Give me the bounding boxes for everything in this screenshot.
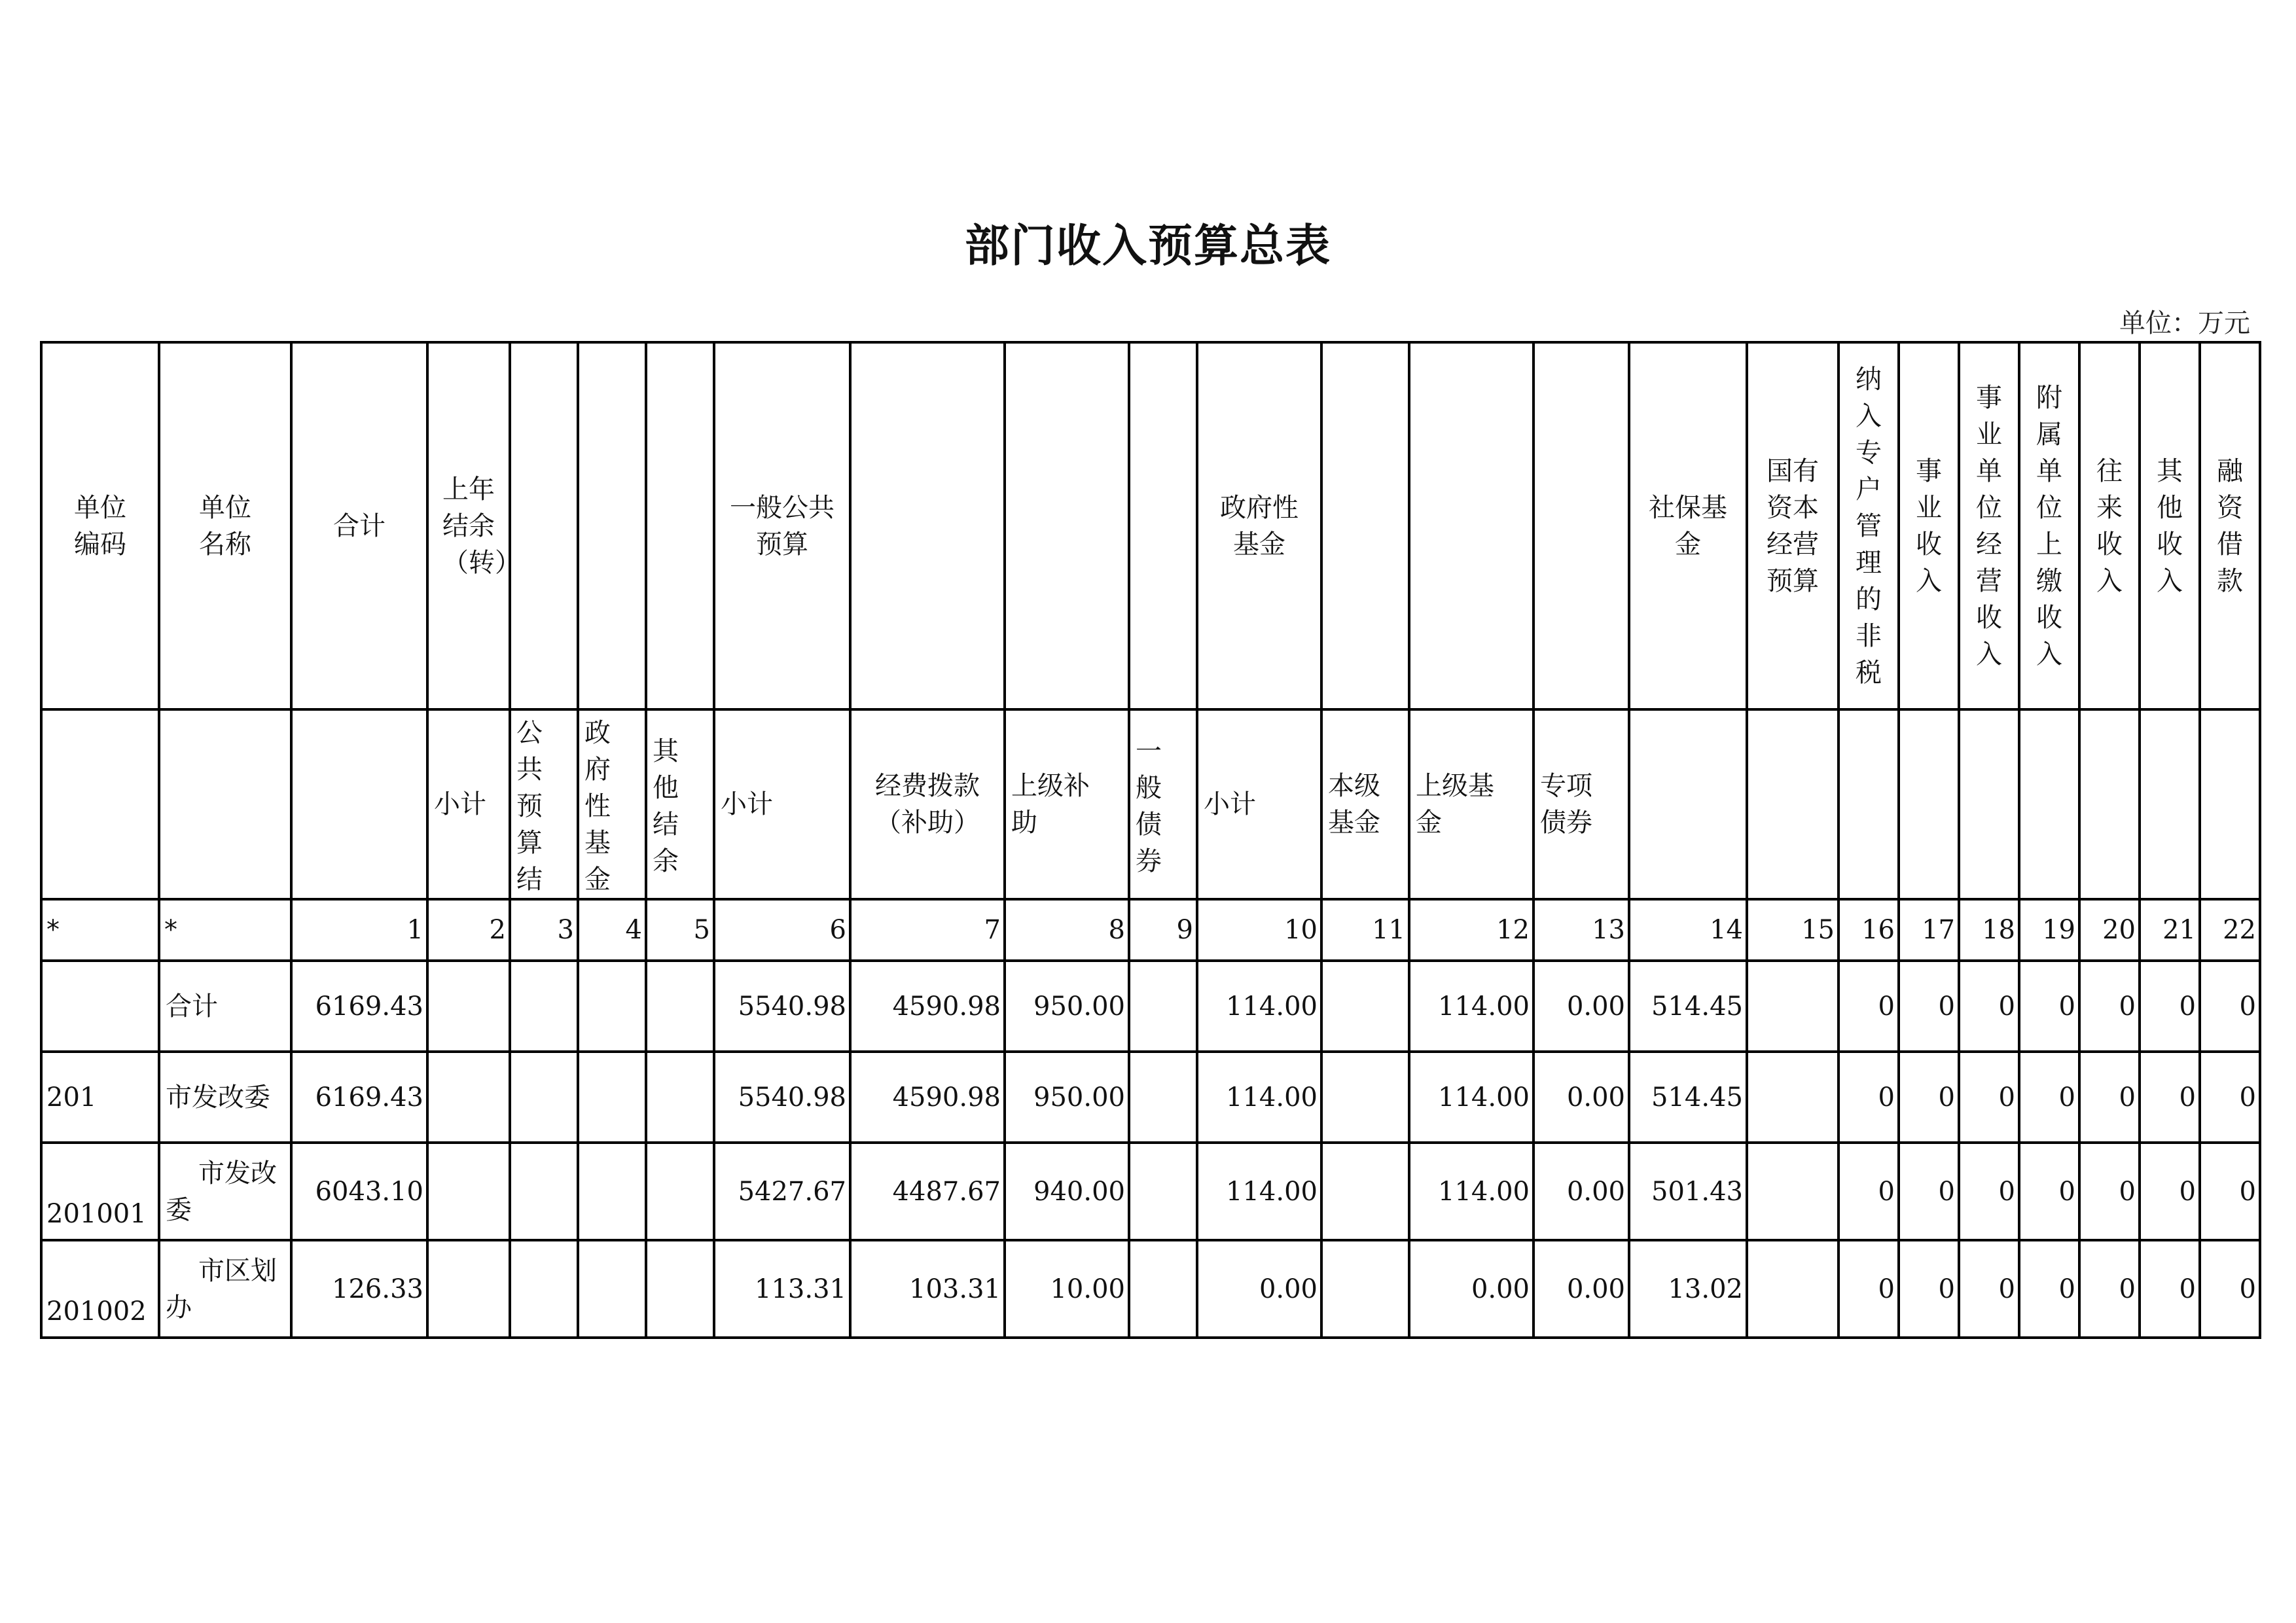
- value-cell: 0.00: [1534, 1052, 1629, 1143]
- header-prev-other: 其他结余: [646, 709, 714, 899]
- table-row: [41, 1240, 2260, 1338]
- row-name: [159, 1240, 291, 1338]
- row-code: 201: [41, 1052, 159, 1143]
- value-cell: 0: [1899, 1240, 1959, 1338]
- row-name: 合计: [159, 961, 291, 1052]
- index-cell: 18: [1959, 899, 2019, 961]
- header-unit-name: 单位名称: [159, 342, 291, 709]
- row-name-line1: 市区划: [198, 1255, 277, 1286]
- header2-blank: [2200, 709, 2260, 899]
- value-cell: [646, 1052, 714, 1143]
- value-cell: 10.00: [1005, 1240, 1129, 1338]
- header2-blank: [2079, 709, 2140, 899]
- value-cell: [578, 961, 646, 1052]
- index-row: [41, 899, 2260, 961]
- value-cell: [1321, 1052, 1409, 1143]
- header-gov-special: 专项债券: [1534, 709, 1629, 899]
- value-cell: [1129, 1052, 1197, 1143]
- value-cell: [1321, 961, 1409, 1052]
- value-cell: 0: [1959, 1052, 2019, 1143]
- header-social-fund: 社保基金: [1629, 342, 1747, 709]
- header-operating-income: 事业单位经营收入: [1959, 342, 2019, 709]
- value-cell: [578, 1143, 646, 1240]
- index-cell: 4: [578, 899, 646, 961]
- index-cell: 5: [646, 899, 714, 961]
- index-cell: 3: [510, 899, 578, 961]
- header-prev-subtotal: 小计: [427, 709, 510, 899]
- index-cell: 13: [1534, 899, 1629, 961]
- value-cell: 114.00: [1409, 961, 1534, 1052]
- header-affiliated-income: 附属单位上缴收入: [2019, 342, 2079, 709]
- value-cell: [427, 1143, 510, 1240]
- value-cell: [1321, 1143, 1409, 1240]
- header-prev-public: 公共预算结: [510, 709, 578, 899]
- header-state-capital: 国有资本经营预算: [1747, 342, 1839, 709]
- unit-label: 单位：万元: [2119, 308, 2250, 338]
- value-cell: [1129, 961, 1197, 1052]
- index-cell: 17: [1899, 899, 1959, 961]
- value-cell: 0: [2200, 1240, 2260, 1338]
- row-name: 市发改委: [159, 1052, 291, 1143]
- value-cell: 0: [1839, 1052, 1899, 1143]
- value-cell: 6169.43: [291, 1052, 427, 1143]
- value-cell: 501.43: [1629, 1143, 1747, 1240]
- value-cell: 114.00: [1197, 1143, 1321, 1240]
- header-blank: [510, 342, 578, 709]
- header-gen-bond: 一般债券: [1129, 709, 1197, 899]
- index-cell: 10: [1197, 899, 1321, 961]
- index-cell: 1: [291, 899, 427, 961]
- row-name-line2: 委: [166, 1194, 192, 1225]
- header-blank: [578, 342, 646, 709]
- value-cell: [646, 961, 714, 1052]
- value-cell: 0: [2079, 1052, 2140, 1143]
- value-cell: 0: [1839, 1143, 1899, 1240]
- header-blank: [850, 342, 1005, 709]
- value-cell: 6169.43: [291, 961, 427, 1052]
- value-cell: 0: [2079, 1240, 2140, 1338]
- value-cell: [427, 1240, 510, 1338]
- value-cell: 0: [1959, 961, 2019, 1052]
- row-code: [41, 961, 159, 1052]
- row-code: 201002: [41, 1240, 159, 1338]
- header2-blank: [2019, 709, 2079, 899]
- index-cell: 16: [1839, 899, 1899, 961]
- value-cell: 113.31: [714, 1240, 850, 1338]
- value-cell: 4590.98: [850, 961, 1005, 1052]
- header-gen-allocation: 经费拨款（补助）: [850, 709, 1005, 899]
- header-prev-gov: 政府性基金: [578, 709, 646, 899]
- value-cell: 13.02: [1629, 1240, 1747, 1338]
- value-cell: 0: [2019, 961, 2079, 1052]
- value-cell: 0: [2079, 1143, 2140, 1240]
- value-cell: 0: [1899, 1143, 1959, 1240]
- value-cell: 114.00: [1409, 1052, 1534, 1143]
- index-cell: 8: [1005, 899, 1129, 961]
- value-cell: 103.31: [850, 1240, 1005, 1338]
- index-cell: 21: [2140, 899, 2200, 961]
- value-cell: 5540.98: [714, 961, 850, 1052]
- value-cell: 126.33: [291, 1240, 427, 1338]
- value-cell: 514.45: [1629, 1052, 1747, 1143]
- row-code: 201001: [41, 1143, 159, 1240]
- value-cell: 940.00: [1005, 1143, 1129, 1240]
- header-blank: [646, 342, 714, 709]
- value-cell: 0: [2140, 1143, 2200, 1240]
- header-gen-superior: 上级补助: [1005, 709, 1129, 899]
- header-gen-subtotal: 小计: [714, 709, 850, 899]
- value-cell: 0: [2140, 961, 2200, 1052]
- value-cell: [646, 1240, 714, 1338]
- value-cell: 0: [2019, 1143, 2079, 1240]
- value-cell: [510, 1052, 578, 1143]
- index-cell: 11: [1321, 899, 1409, 961]
- value-cell: [646, 1143, 714, 1240]
- value-cell: [578, 1052, 646, 1143]
- header2-blank: [1899, 709, 1959, 899]
- value-cell: 0.00: [1534, 1240, 1629, 1338]
- index-cell: 7: [850, 899, 1005, 961]
- value-cell: 0.00: [1534, 961, 1629, 1052]
- value-cell: [578, 1240, 646, 1338]
- table-row: [41, 1052, 2260, 1143]
- header-general-budget: 一般公共预算: [714, 342, 850, 709]
- header2-blank: [41, 709, 159, 899]
- header-other-income: 其他收入: [2140, 342, 2200, 709]
- value-cell: 0.00: [1197, 1240, 1321, 1338]
- value-cell: 0: [1959, 1143, 2019, 1240]
- header-gov-subtotal: 小计: [1197, 709, 1321, 899]
- value-cell: 4590.98: [850, 1052, 1005, 1143]
- value-cell: [427, 961, 510, 1052]
- header2-blank: [1839, 709, 1899, 899]
- index-cell: 9: [1129, 899, 1197, 961]
- page-title: 部门收入预算总表: [964, 220, 1331, 272]
- value-cell: [1321, 1240, 1409, 1338]
- header-row-1: [41, 342, 2260, 709]
- value-cell: [510, 1240, 578, 1338]
- value-cell: 5427.67: [714, 1143, 850, 1240]
- value-cell: 950.00: [1005, 1052, 1129, 1143]
- header-loan: 融资借款: [2200, 342, 2260, 709]
- header-blank: [1005, 342, 1129, 709]
- index-cell: 20: [2079, 899, 2140, 961]
- value-cell: 0: [2019, 1052, 2079, 1143]
- header-total: 合计: [291, 342, 427, 709]
- value-cell: 0: [2140, 1052, 2200, 1143]
- header-unit-code: 单位编码: [41, 342, 159, 709]
- value-cell: 0.00: [1534, 1143, 1629, 1240]
- value-cell: 5540.98: [714, 1052, 850, 1143]
- index-name: *: [159, 899, 291, 961]
- row-name-line2: 办: [166, 1292, 192, 1323]
- budget-table: [40, 341, 2261, 1339]
- index-cell: 14: [1629, 899, 1747, 961]
- value-cell: 0: [2200, 1052, 2260, 1143]
- value-cell: [427, 1052, 510, 1143]
- header2-blank: [1629, 709, 1747, 899]
- value-cell: [1747, 961, 1839, 1052]
- index-cell: 2: [427, 899, 510, 961]
- value-cell: 4487.67: [850, 1143, 1005, 1240]
- index-cell: 19: [2019, 899, 2079, 961]
- value-cell: 514.45: [1629, 961, 1747, 1052]
- value-cell: 0: [2019, 1240, 2079, 1338]
- value-cell: 0: [2200, 961, 2260, 1052]
- header-gov-local: 本级基金: [1321, 709, 1409, 899]
- header-non-tax: 纳入专户管理的非税: [1839, 342, 1899, 709]
- value-cell: 114.00: [1197, 1052, 1321, 1143]
- header-gov-superior: 上级基金: [1409, 709, 1534, 899]
- header-transfer-income: 往来收入: [2079, 342, 2140, 709]
- header-prev-balance: 上年结余（转）: [427, 342, 510, 709]
- header-row-2: [41, 709, 2260, 899]
- table-row: [41, 1143, 2260, 1240]
- value-cell: [1129, 1240, 1197, 1338]
- value-cell: 0: [1839, 961, 1899, 1052]
- index-code: *: [41, 899, 159, 961]
- header2-blank: [1747, 709, 1839, 899]
- value-cell: 114.00: [1197, 961, 1321, 1052]
- index-cell: 6: [714, 899, 850, 961]
- row-name-line1: 市发改: [198, 1158, 277, 1188]
- value-cell: 0: [1959, 1240, 2019, 1338]
- header2-blank: [2140, 709, 2200, 899]
- value-cell: [1747, 1143, 1839, 1240]
- header2-blank: [291, 709, 427, 899]
- value-cell: [510, 1143, 578, 1240]
- header2-blank: [1959, 709, 2019, 899]
- header-blank: [1409, 342, 1534, 709]
- value-cell: 6043.10: [291, 1143, 427, 1240]
- index-cell: 12: [1409, 899, 1534, 961]
- value-cell: 0: [1899, 961, 1959, 1052]
- value-cell: [1747, 1052, 1839, 1143]
- header-blank: [1129, 342, 1197, 709]
- value-cell: 0: [1839, 1240, 1899, 1338]
- header2-blank: [159, 709, 291, 899]
- value-cell: 0: [2140, 1240, 2200, 1338]
- value-cell: [1747, 1240, 1839, 1338]
- value-cell: 0.00: [1409, 1240, 1534, 1338]
- header-business-income: 事业收入: [1899, 342, 1959, 709]
- value-cell: [510, 961, 578, 1052]
- value-cell: [1129, 1143, 1197, 1240]
- value-cell: 0: [2200, 1143, 2260, 1240]
- value-cell: 114.00: [1409, 1143, 1534, 1240]
- index-cell: 22: [2200, 899, 2260, 961]
- value-cell: 950.00: [1005, 961, 1129, 1052]
- value-cell: 0: [1899, 1052, 1959, 1143]
- value-cell: 0: [2079, 961, 2140, 1052]
- header-blank: [1321, 342, 1409, 709]
- index-cell: 15: [1747, 899, 1839, 961]
- header-gov-fund: 政府性基金: [1197, 342, 1321, 709]
- table-row-total: [41, 961, 2260, 1052]
- header-blank: [1534, 342, 1629, 709]
- row-name: [159, 1143, 291, 1240]
